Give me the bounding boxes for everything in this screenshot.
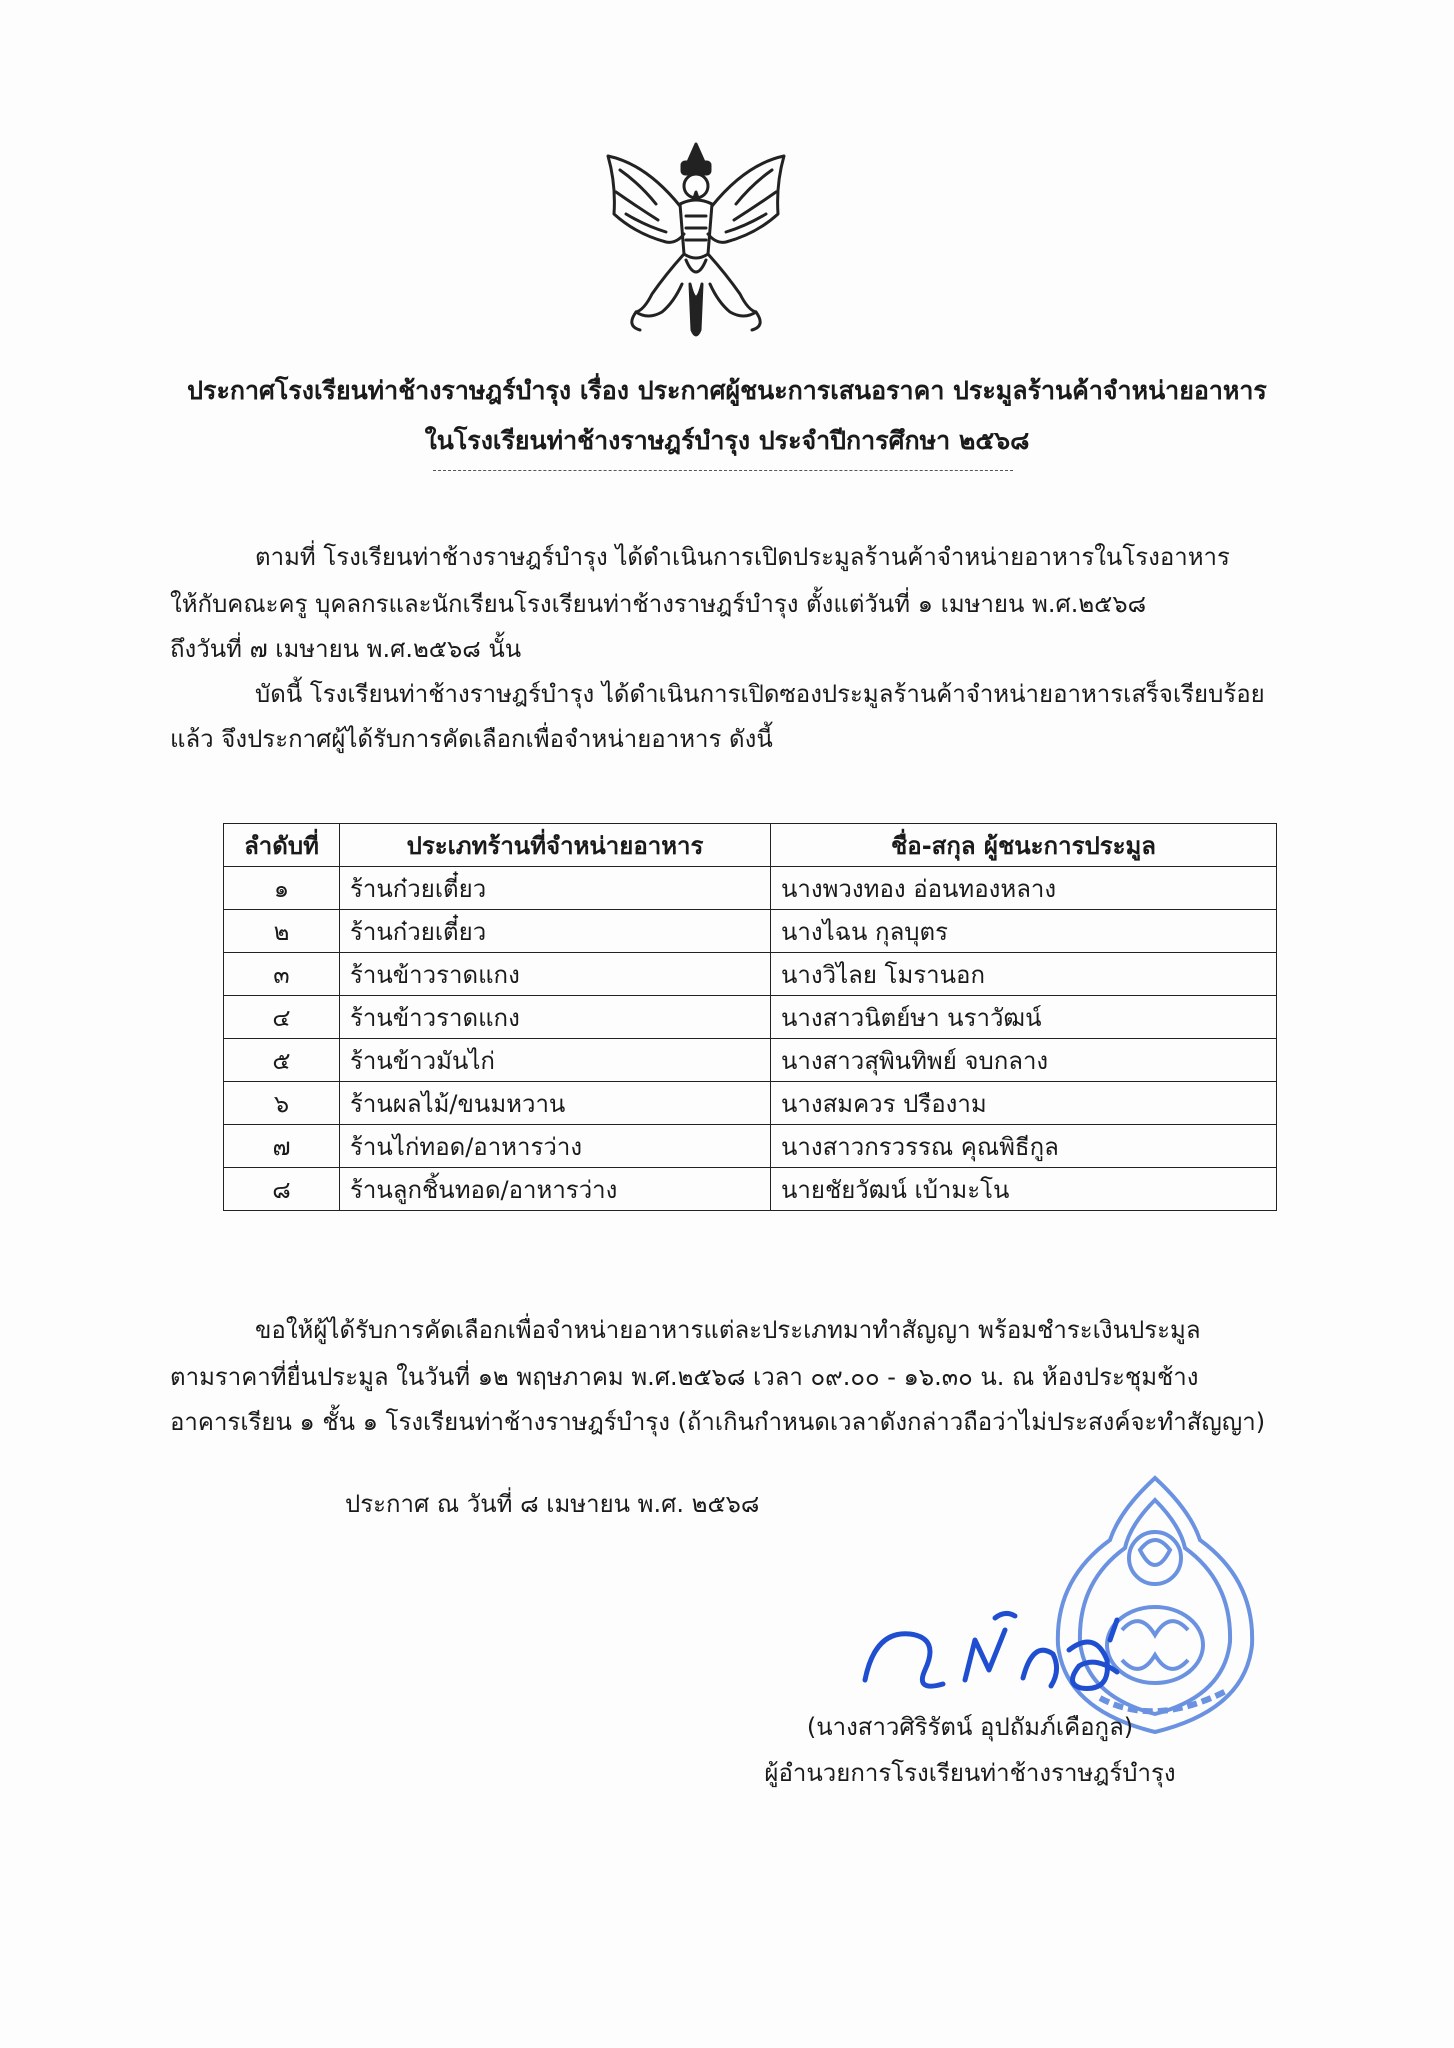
paragraph-3-line-1: ขอให้ผู้ได้รับการคัดเลือกเพื่อจำหน่ายอาหารแต่ละประเภทมาทำสัญญา พร้อมชำระเงินประมูล	[255, 1316, 1201, 1344]
shop-type-cell: ร้านก๋วยเตี๋ยว	[340, 867, 771, 910]
table-row	[224, 996, 1277, 1039]
paragraph-3-line-3: อาคารเรียน ๑ ชั้น ๑ โรงเรียนท่าช้างราษฎร์บำรุง (ถ้าเกินกำหนดเวลาดังกล่าวถือว่าไม่ประสงค์จะทำสัญญา)	[170, 1408, 1266, 1436]
title-divider	[433, 470, 1013, 471]
order-cell: ๕	[224, 1039, 340, 1082]
paragraph-1-line-1: ตามที่ โรงเรียนท่าช้างราษฎร์บำรุง ได้ดำเนินการเปิดประมูลร้านค้าจำหน่ายอาหารในโรงอาหาร	[255, 543, 1230, 571]
order-cell: ๒	[224, 910, 340, 953]
winner-name-cell: นางวิไลย โมรานอก	[771, 953, 1277, 996]
shop-type-cell: ร้านไก่ทอด/อาหารว่าง	[340, 1125, 771, 1168]
paragraph-1-line-3: ถึงวันที่ ๗ เมษายน พ.ศ.๒๕๖๘ นั้น	[170, 635, 522, 663]
shop-type-cell: ร้านข้าวราดแกง	[340, 953, 771, 996]
order-cell: ๖	[224, 1082, 340, 1125]
director-signature	[855, 1600, 1275, 1710]
table-header-row	[224, 824, 1277, 867]
column-header-order: ลำดับที่	[224, 824, 340, 867]
paragraph-2-line-2: แล้ว จึงประกาศผู้ได้รับการคัดเลือกเพื่อจำหน่ายอาหาร ดังนี้	[170, 725, 773, 753]
winner-name-cell: นางพวงทอง อ่อนทองหลาง	[771, 867, 1277, 910]
winner-name-cell: นางไฉน กุลบุตร	[771, 910, 1277, 953]
signer-position: ผู้อำนวยการโรงเรียนท่าช้างราษฎร์บำรุง	[764, 1759, 1176, 1787]
garuda-emblem-icon	[596, 134, 796, 344]
announcement-title-line-1: ประกาศโรงเรียนท่าช้างราษฎร์บำรุง เรื่อง ประกาศผู้ชนะการเสนอราคา ประมูลร้านค้าจำหน่ายอาหาร	[187, 376, 1267, 405]
order-cell: ๗	[224, 1125, 340, 1168]
winner-name-cell: นางสมควร ปรืองาม	[771, 1082, 1277, 1125]
shop-type-cell: ร้านลูกชิ้นทอด/อาหารว่าง	[340, 1168, 771, 1211]
paragraph-1-line-2: ให้กับคณะครู บุคลกรและนักเรียนโรงเรียนท่าช้างราษฎร์บำรุง ตั้งแต่วันที่ ๑ เมษายน พ.ศ.๒๕๖๘	[170, 590, 1147, 618]
signer-name: (นางสาวศิริรัตน์ อุปถัมภ์เคือกูล)	[806, 1713, 1134, 1741]
column-header-shop-type: ประเภทร้านที่จำหน่ายอาหาร	[340, 824, 771, 867]
shop-type-cell: ร้านข้าวมันไก่	[340, 1039, 771, 1082]
table-row	[224, 1168, 1277, 1211]
shop-type-cell: ร้านก๋วยเตี๋ยว	[340, 910, 771, 953]
shop-type-cell: ร้านผลไม้/ขนมหวาน	[340, 1082, 771, 1125]
paragraph-2-line-1: บัดนี้ โรงเรียนท่าช้างราษฎร์บำรุง ได้ดำเนินการเปิดซองประมูลร้านค้าจำหน่ายอาหารเสร็จเรียบร้อย	[255, 680, 1265, 708]
table-row	[224, 953, 1277, 996]
shop-type-cell: ร้านข้าวราดแกง	[340, 996, 771, 1039]
table-row	[224, 1082, 1277, 1125]
table-row	[224, 910, 1277, 953]
table-row	[224, 1039, 1277, 1082]
order-cell: ๓	[224, 953, 340, 996]
winners-table	[223, 823, 1277, 1211]
announcement-date: ประกาศ ณ วันที่ ๘ เมษายน พ.ศ. ๒๕๖๘	[345, 1490, 760, 1518]
winner-name-cell: นางสาวสุพินทิพย์ จบกลาง	[771, 1039, 1277, 1082]
order-cell: ๑	[224, 867, 340, 910]
order-cell: ๔	[224, 996, 340, 1039]
announcement-title-line-2: ในโรงเรียนท่าช้างราษฎร์บำรุง ประจำปีการศึกษา ๒๕๖๘	[424, 426, 1030, 455]
table-row	[224, 1125, 1277, 1168]
order-cell: ๘	[224, 1168, 340, 1211]
winner-name-cell: นางสาวนิตย์ษา นราวัฒน์	[771, 996, 1277, 1039]
winner-name-cell: นางสาวกรวรรณ คุณพิธีกูล	[771, 1125, 1277, 1168]
winner-name-cell: นายชัยวัฒน์ เบ้ามะโน	[771, 1168, 1277, 1211]
column-header-winner-name: ชื่อ-สกุล ผู้ชนะการประมูล	[771, 824, 1277, 867]
table-row	[224, 867, 1277, 910]
paragraph-3-line-2: ตามราคาที่ยื่นประมูล ในวันที่ ๑๒ พฤษภาคม พ.ศ.๒๕๖๘ เวลา ๐๙.๐๐ - ๑๖.๓๐ น. ณ ห้องประชุมช้าง	[170, 1363, 1199, 1391]
